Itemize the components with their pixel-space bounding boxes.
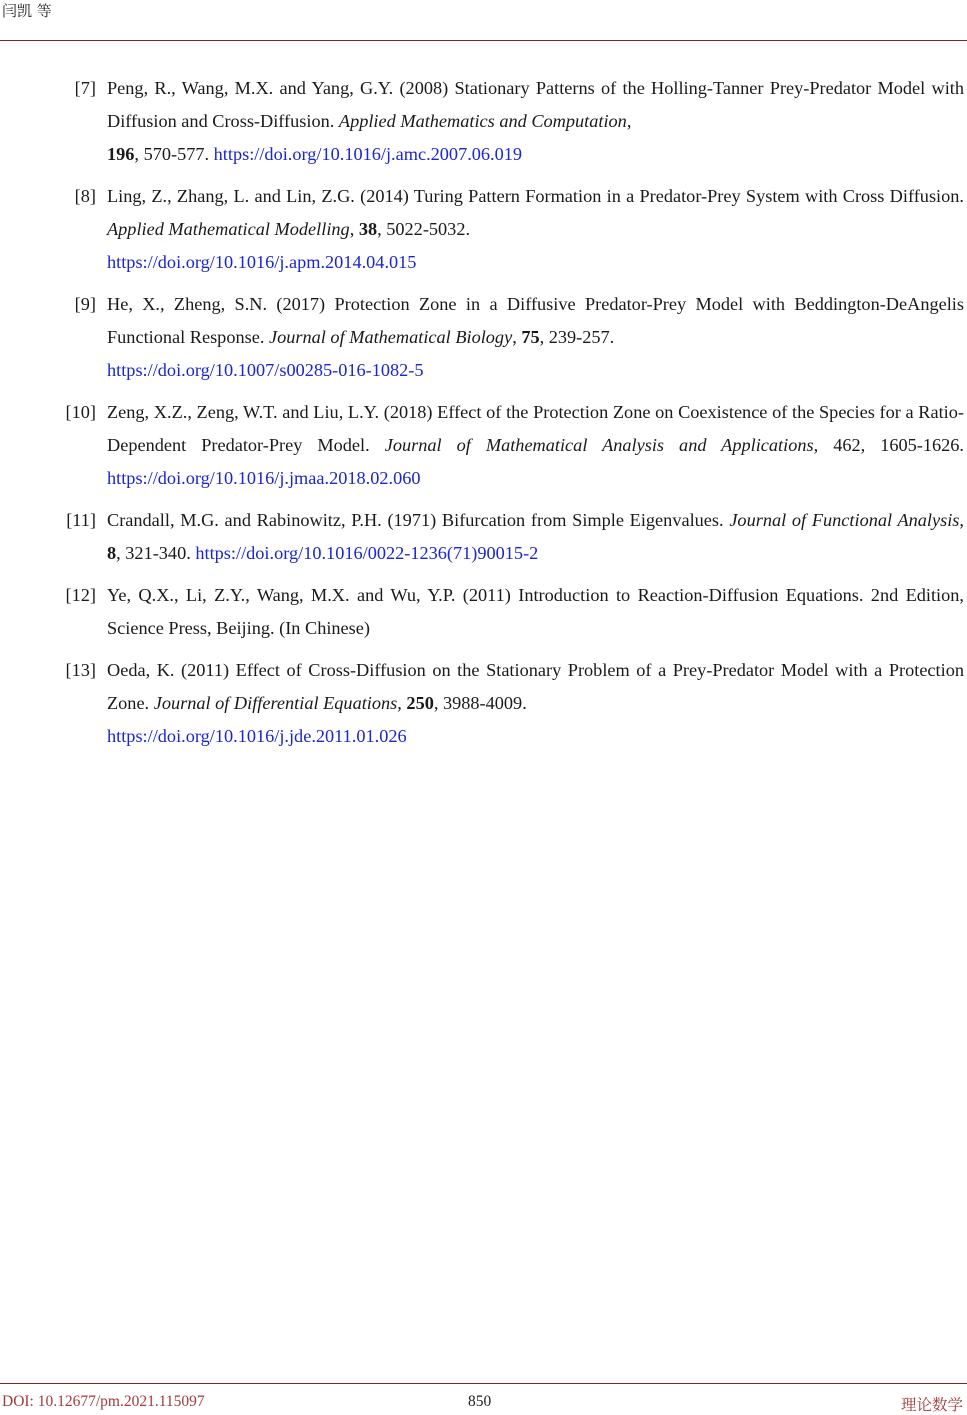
reference-text: Oeda, K. (2011) Effect of Cross-Diffusion on the Stationary Problem of a Prey-Predator Model with a Protection Zone. Journal of Differential Equations, 250, 3988-4009. https://doi.org/10.1016/j.jde.2011.01.026	[107, 660, 964, 746]
reference-citation: Ling, Z., Zhang, L. and Lin, Z.G. (2014) Turing Pattern Formation in a Predator-Prey System with Cross Diffusion.	[107, 186, 964, 206]
reference-item	[0, 579, 967, 645]
reference-doi-link[interactable]: https://doi.org/10.1007/s00285-016-1082-5	[107, 360, 424, 380]
reference-pages: , 321-340.	[116, 543, 196, 563]
reference-volume: 75	[521, 327, 540, 347]
reference-item	[0, 654, 967, 753]
reference-citation: Peng, R., Wang, M.X. and Yang, G.Y. (2008) Stationary Patterns of the Holling-Tanner Prey-Predator Model with Diffusion and Cross-Diffusion.	[107, 78, 964, 131]
reference-volume: 196	[107, 144, 135, 164]
reference-journal: Journal of Mathematical Analysis and Applications	[384, 435, 814, 455]
reference-pages: 462, 1605-1626.	[833, 435, 964, 455]
reference-doi-link[interactable]: https://doi.org/10.1016/j.amc.2007.06.019	[213, 144, 523, 164]
reference-item	[0, 288, 967, 387]
reference-doi-link[interactable]: https://doi.org/10.1016/j.apm.2014.04.015	[107, 252, 417, 272]
reference-text: Crandall, M.G. and Rabinowitz, P.H. (1971) Bifurcation from Simple Eigenvalues. Journal of Functional Analysis, 8, 321-340. https://doi.org/10.1016/0022-1236(71)90015-2	[107, 510, 964, 563]
reference-citation: Ye, Q.X., Li, Z.Y., Wang, M.X. and Wu, Y.P. (2011) Introduction to Reaction-Diffusion Equations. 2nd Edition, Science Press, Beijing. (In Chinese)	[107, 585, 964, 638]
reference-item	[0, 180, 967, 279]
reference-citation: He, X., Zheng, S.N. (2017) Protection Zone in a Diffusive Predator-Prey Model with Beddington-DeAngelis Functional Response.	[107, 294, 964, 347]
reference-item	[0, 72, 967, 171]
reference-doi-link[interactable]: https://doi.org/10.1016/j.jmaa.2018.02.060	[107, 468, 421, 488]
reference-volume: 38	[358, 219, 378, 239]
reference-citation: Oeda, K. (2011) Effect of Cross-Diffusion on the Stationary Problem of a Prey-Predator Model with a Protection Zone.	[107, 660, 964, 713]
reference-number: [10]	[65, 402, 96, 422]
reference-citation: Crandall, M.G. and Rabinowitz, P.H. (1971) Bifurcation from Simple Eigenvalues.	[107, 510, 730, 530]
page-footer	[0, 1383, 967, 1415]
reference-text: Ling, Z., Zhang, L. and Lin, Z.G. (2014) Turing Pattern Formation in a Predator-Prey System with Cross Diffusion. Applied Mathematical Modelling, 38, 5022-5032. https://doi.org/10.1016/j.apm.2014.04.015	[107, 186, 964, 272]
footer-doi: DOI: 10.12677/pm.2021.115097	[2, 1393, 205, 1410]
page-header	[0, 0, 967, 41]
reference-pages: , 3988-4009.	[433, 693, 527, 713]
reference-journal: Journal of Functional Analysis	[729, 510, 960, 530]
reference-journal: Journal of Mathematical Biology	[268, 327, 513, 347]
reference-number: [13]	[65, 660, 96, 680]
reference-text	[107, 579, 964, 645]
reference-pages: , 239-257.	[539, 327, 615, 347]
reference-doi-link[interactable]: https://doi.org/10.1016/0022-1236(71)90015-2	[195, 543, 539, 563]
reference-pages: , 570-577.	[134, 144, 214, 164]
reference-journal: Journal of Differential Equations	[153, 693, 398, 713]
reference-text: Zeng, X.Z., Zeng, W.T. and Liu, L.Y. (2018) Effect of the Protection Zone on Coexistence of the Species for a Ratio-Dependent Predator-Prey Model. Journal of Mathematical Analysis and Applications, 462, 1605-1626. https://doi.org/10.1016/j.jmaa.2018.02.060	[107, 402, 964, 488]
reference-item	[0, 504, 967, 570]
reference-volume: 8	[107, 543, 117, 563]
reference-number: [8]	[74, 186, 96, 206]
reference-text: Peng, R., Wang, M.X. and Yang, G.Y. (2008) Stationary Patterns of the Holling-Tanner Prey-Predator Model with Diffusion and Cross-Diffusion. Applied Mathematics and Computation, 196, 570-577. https://doi.org/10.1016/j.amc.2007.06.019	[107, 78, 964, 164]
reference-number: [12]	[65, 585, 96, 605]
reference-journal: Applied Mathematical Modelling	[107, 219, 350, 239]
header-authors: 闫凯 等	[2, 2, 52, 20]
reference-journal: Applied Mathematics and Computation	[338, 111, 627, 131]
reference-number: [7]	[74, 78, 96, 98]
page-number: 850	[468, 1393, 492, 1410]
reference-citation: Zeng, X.Z., Zeng, W.T. and Liu, L.Y. (2018) Effect of the Protection Zone on Coexistence of the Species for a Ratio-Dependent Predator-Prey Model.	[107, 402, 964, 455]
reference-item	[0, 396, 967, 495]
reference-text: He, X., Zheng, S.N. (2017) Protection Zone in a Diffusive Predator-Prey Model with Beddington-DeAngelis Functional Response. Journal of Mathematical Biology, 75, 239-257. https://doi.org/10.1007/s00285-016-1082-5	[107, 294, 964, 380]
reference-number: [9]	[74, 294, 96, 314]
reference-pages: , 5022-5032.	[377, 219, 471, 239]
reference-volume: 250	[406, 693, 434, 713]
reference-number: [11]	[66, 510, 96, 530]
footer-journal-name: 理论数学	[900, 1396, 963, 1414]
reference-list	[0, 72, 967, 762]
reference-doi-link[interactable]: https://doi.org/10.1016/j.jde.2011.01.026	[107, 726, 407, 746]
